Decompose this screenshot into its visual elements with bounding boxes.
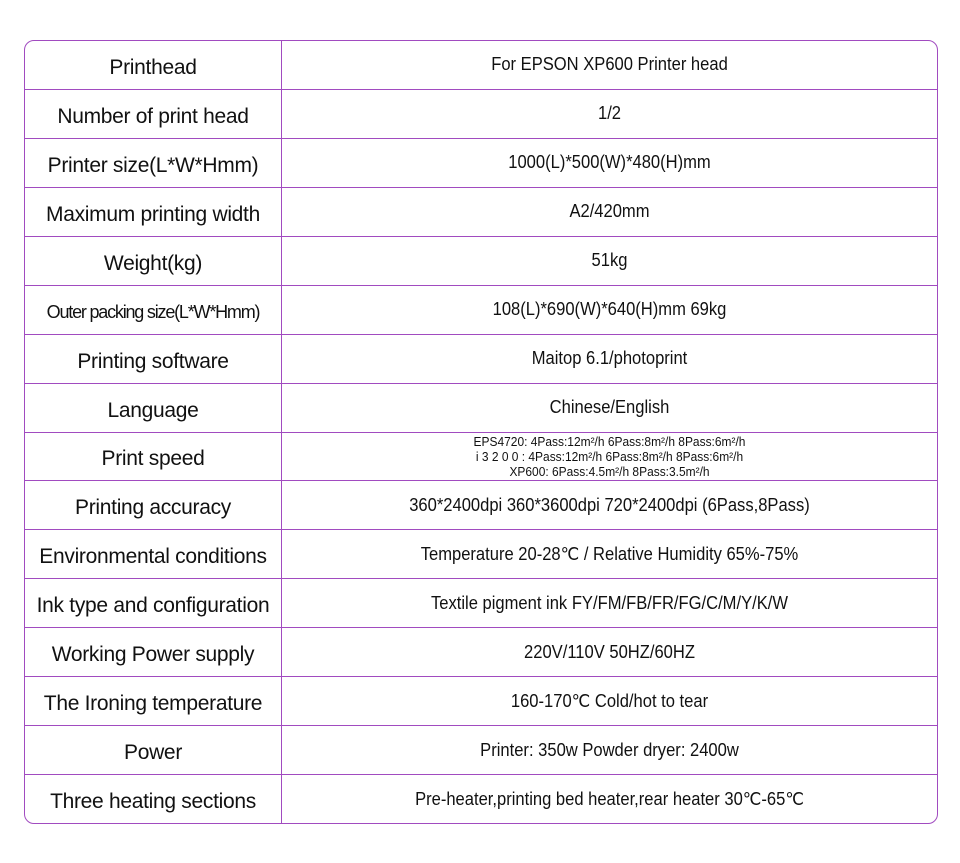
spec-row-environmental-conditions <box>25 529 937 578</box>
spec-row-language <box>25 383 937 432</box>
spec-label: Printing software <box>25 335 282 383</box>
spec-value: Printer: 350w Powder dryer: 2400w <box>480 739 739 760</box>
spec-label: Print speed <box>25 433 282 481</box>
spec-value: Maitop 6.1/photoprint <box>531 348 688 369</box>
print-speed-line: XP600: 6Pass:4.5m²/h 8Pass:3.5m²/h <box>509 463 710 479</box>
spec-label: Language <box>25 384 282 432</box>
spec-value: Chinese/English <box>549 397 670 418</box>
spec-row-weight <box>25 236 937 285</box>
spec-label: Outer packing size(L*W*Hmm) <box>25 286 282 334</box>
spec-row-printing-accuracy <box>25 480 937 529</box>
spec-row-power <box>25 725 937 774</box>
spec-row-maximum-printing-width <box>25 187 937 236</box>
spec-value <box>308 433 911 481</box>
spec-label: Printhead <box>25 41 282 89</box>
spec-value: Pre-heater,printing bed heater,rear heater 30℃-65℃ <box>415 788 804 809</box>
spec-value: 51kg <box>591 250 628 271</box>
spec-value: Textile pigment ink FY/FM/FB/FR/FG/C/M/Y/K/W <box>430 592 789 613</box>
spec-row-number-of-print-head <box>25 89 937 138</box>
spec-label: Printing accuracy <box>25 481 282 529</box>
spec-row-printer-size <box>25 138 937 187</box>
spec-row-ink-type <box>25 578 937 627</box>
spec-row-printing-software <box>25 334 937 383</box>
spec-table <box>24 40 938 824</box>
spec-value: Temperature 20-28℃ / Relative Humidity 65%-75% <box>420 543 799 564</box>
spec-row-working-power-supply <box>25 627 937 676</box>
spec-label: The Ironing temperature <box>25 677 282 725</box>
print-speed-line: EPS4720: 4Pass:12m²/h 6Pass:8m²/h 8Pass:6m²/h <box>473 433 746 449</box>
spec-value: 108(L)*690(W)*640(H)mm 69kg <box>492 299 727 320</box>
spec-value: 1000(L)*500(W)*480(H)mm <box>508 152 711 173</box>
spec-row-print-speed <box>25 432 937 481</box>
spec-row-three-heating-sections <box>25 774 937 823</box>
spec-label: Ink type and configuration <box>25 579 282 627</box>
spec-value: For EPSON XP600 Printer head <box>491 54 728 75</box>
spec-label: Weight(kg) <box>25 237 282 285</box>
spec-label: Power <box>25 726 282 774</box>
spec-value: 1/2 <box>597 103 622 124</box>
spec-value: 360*2400dpi 360*3600dpi 720*2400dpi (6Pass,8Pass) <box>409 494 810 515</box>
spec-label: Printer size(L*W*Hmm) <box>25 139 282 187</box>
spec-label: Working Power supply <box>25 628 282 676</box>
spec-label: Number of print head <box>25 90 282 138</box>
spec-value: A2/420mm <box>569 201 650 222</box>
spec-row-ironing-temperature <box>25 676 937 725</box>
spec-label: Environmental conditions <box>25 530 282 578</box>
spec-row-printhead <box>25 41 937 89</box>
spec-label: Maximum printing width <box>25 188 282 236</box>
spec-row-outer-packing-size <box>25 285 937 334</box>
spec-value: 220V/110V 50HZ/60HZ <box>524 641 695 662</box>
spec-label: Three heating sections <box>25 775 282 823</box>
print-speed-line: i 3 2 0 0 : 4Pass:12m²/h 6Pass:8m²/h 8Pass:6m²/h <box>475 448 744 464</box>
spec-value: 160-170℃ Cold/hot to tear <box>510 690 709 711</box>
